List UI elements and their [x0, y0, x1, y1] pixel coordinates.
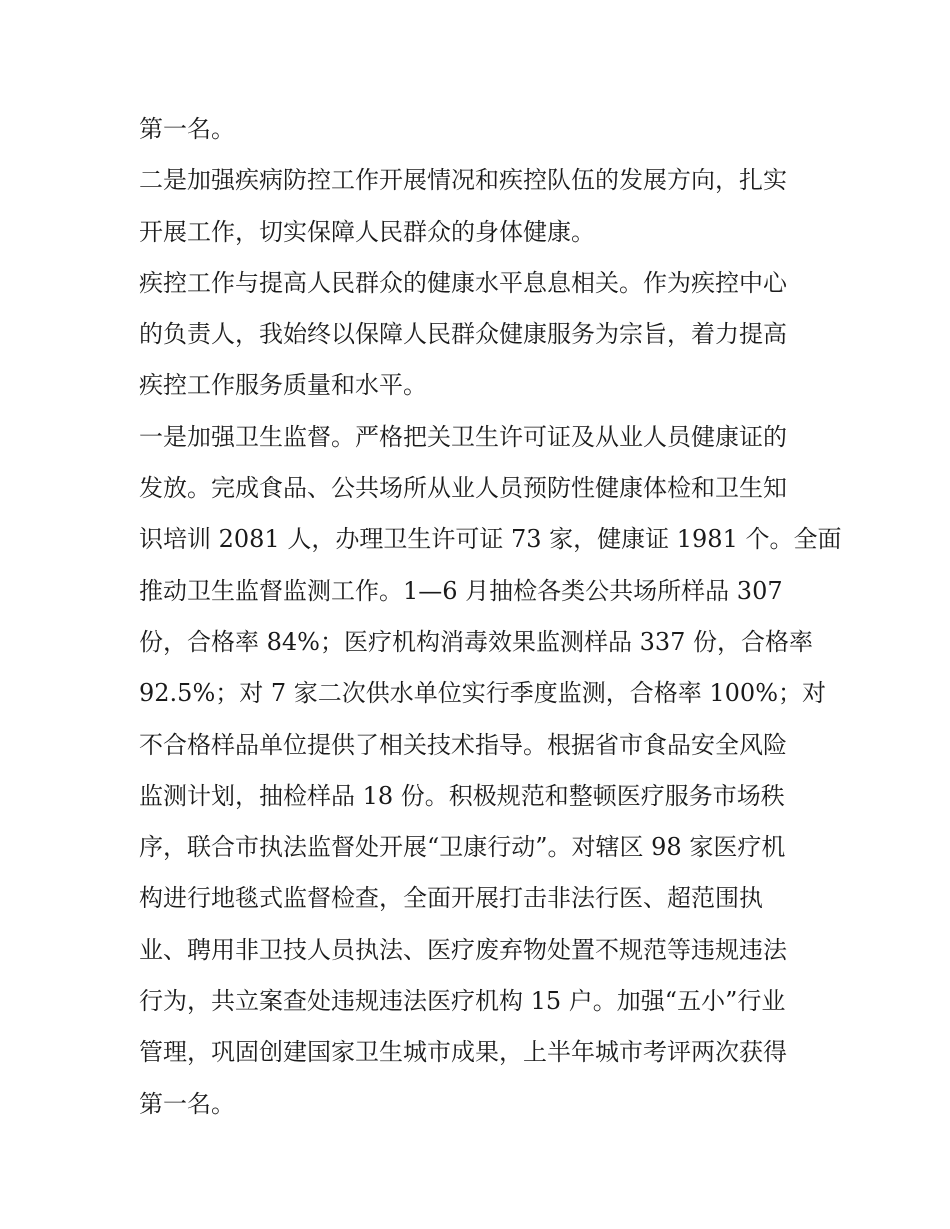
text-line: 构进行地毯式监督检查，全面开展打击非法行医、超范围执 [139, 884, 763, 913]
text-line: 第一名。 [139, 115, 235, 143]
text-line: 识培训 2081 人，办理卫生许可证 73 家，健康证 1981 个。全面 [139, 525, 842, 554]
text-line: 管理，巩固创建国家卫生城市成果，上半年城市考评两次获得 [139, 1038, 787, 1067]
text-line: 二是加强疾病防控工作开展情况和疾控队伍的发展方向，扎实 [139, 166, 787, 195]
text-line: 92.5%；对 7 家二次供水单位实行季度监测，合格率 100%；对 [139, 679, 827, 708]
text-line: 份，合格率 84%；医疗机构消毒效果监测样品 337 份，合格率 [139, 627, 814, 656]
text-line: 推动卫生监督监测工作。1—6 月抽检各类公共场所样品 307 [139, 576, 783, 605]
text-line: 的负责人，我始终以保障人民群众健康服务为宗旨，着力提高 [139, 320, 787, 349]
text-line: 不合格样品单位提供了相关技术指导。根据省市食品安全风险 [139, 730, 787, 759]
text-line: 一是加强卫生监督。严格把关卫生许可证及从业人员健康证的 [139, 422, 787, 451]
text-line: 疾控工作与提高人民群众的健康水平息息相关。作为疾控中心 [139, 268, 787, 297]
document-body [139, 104, 842, 1130]
text-line: 疾控工作服务质量和水平。 [139, 371, 427, 400]
text-line: 行为，共立案查处违规违法医疗机构 15 户。加强“五小”行业 [139, 987, 786, 1016]
text-line: 业、聘用非卫技人员执法、医疗废弃物处置不规范等违规违法 [139, 935, 787, 964]
text-line: 监测计划，抽检样品 18 份。积极规范和整顿医疗服务市场秩 [139, 781, 785, 810]
text-line: 发放。完成食品、公共场所从业人员预防性健康体检和卫生知 [139, 474, 787, 503]
text-line: 序，联合市执法监督处开展“卫康行动”。对辖区 98 家医疗机 [139, 833, 786, 862]
text-line: 开展工作，切实保障人民群众的身体健康。 [139, 217, 595, 246]
text-line: 第一名。 [139, 1089, 235, 1118]
